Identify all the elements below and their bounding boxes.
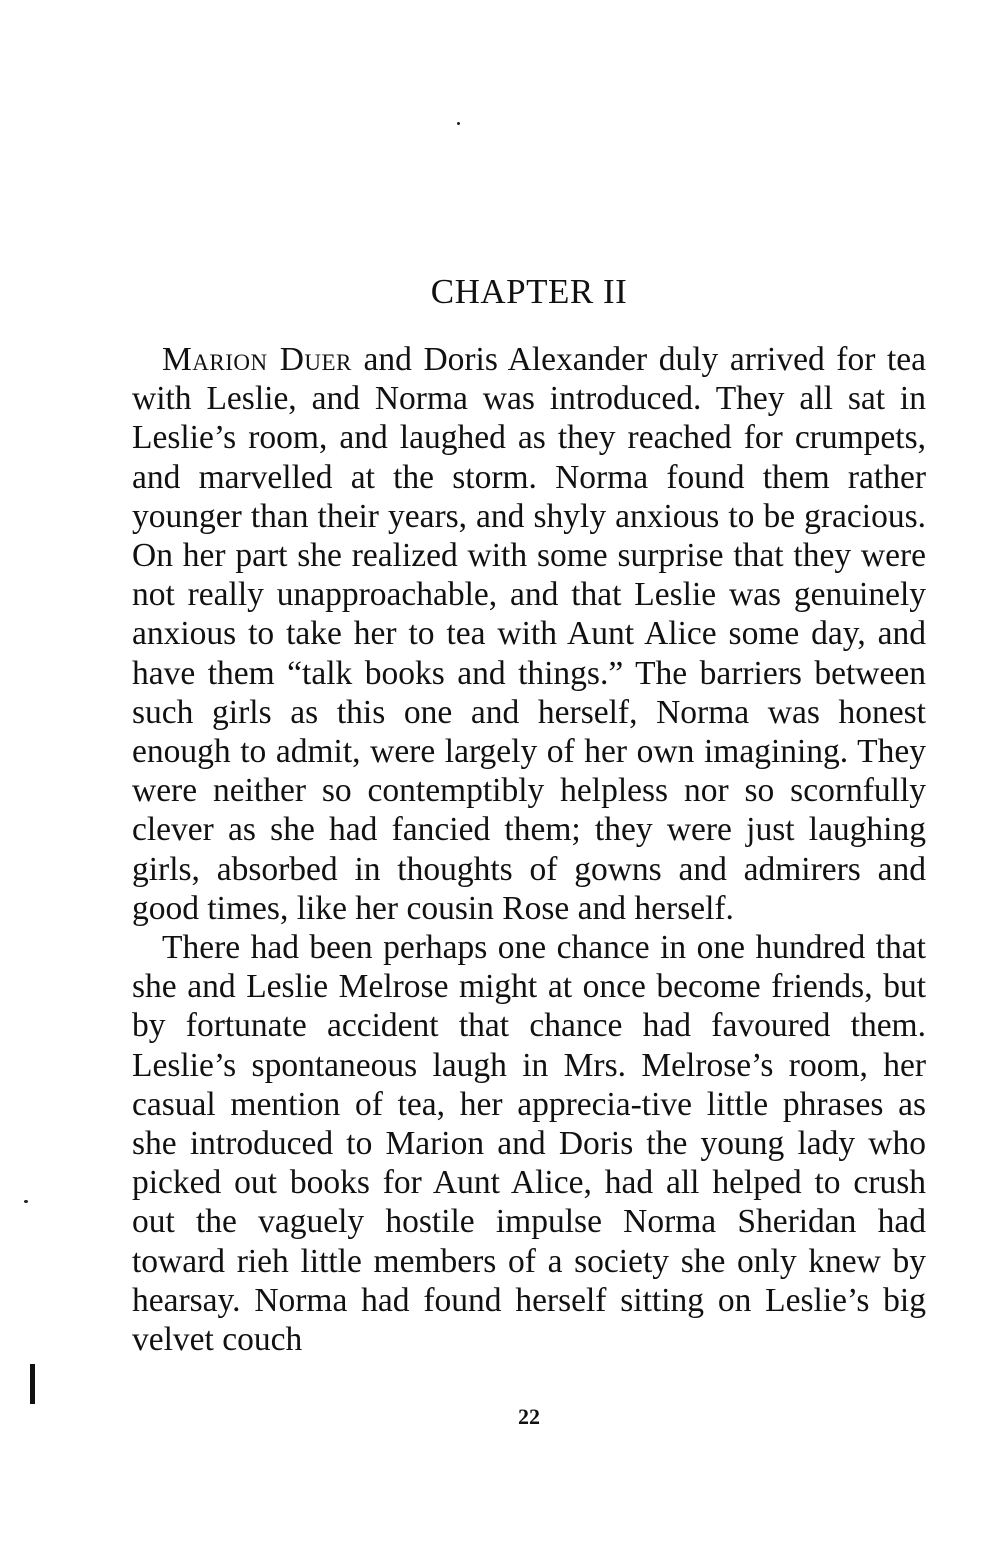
body-text [132,340,926,1359]
margin-ink-mark [30,1364,35,1404]
paragraph-2 [132,928,926,1359]
paragraph-text: There had been perhaps one chance in one hundred that she and Leslie Melrose might at once become friends, but by fortunate accident that chance had favoured them. Leslie’s spontaneous laugh in Mrs. Melrose’s room, her casual mention of tea, her apprecia-tive little phrases as she introduced to Marion and Doris the young lady who picked out books for Aunt Alice, had all helped to crush out the vaguely hostile impulse Norma Sheridan had toward rieh little members of a society she only knew by hearsay. Norma had found herself sitting on Leslie’s big velvet couch [132,929,926,1359]
ink-speck [24,1200,28,1203]
paragraph-lead-small-caps: Marion Duer [162,341,352,378]
paragraph-text: and Doris Alexander duly arrived for tea with Leslie, and Norma was introduced. They all sat in Leslie’s room, and laughed as they reached for crumpets, and marvelled at the storm. Norma found them rather younger than their years, and shyly anxious to be gracious. On her part she realized with some surprise that they were not really unapproachable, and that Leslie was genuinely anxious to take her to tea with Aunt Alice some day, and have them “talk books and things.” The barriers between such girls as this one and herself, Norma was honest enough to admit, were largely of her own imagining. They were neither so contemptibly helpless nor so scornfully clever as she had fancied them; they were just laughing girls, absorbed in thoughts of gowns and admirers and good times, like her cousin Rose and herself. [132,341,927,927]
chapter-heading: CHAPTER II [430,272,628,311]
ink-speck [457,122,460,125]
page-number: 22 [518,1404,540,1429]
paragraph-1 [132,340,926,928]
